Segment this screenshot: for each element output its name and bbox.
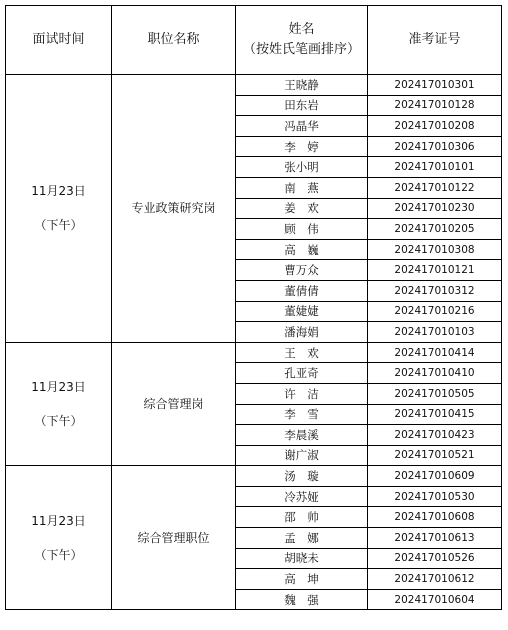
candidate-name: 汤 璇 xyxy=(236,466,368,487)
candidate-name: 高 坤 xyxy=(236,569,368,590)
candidate-name: 顾 伟 xyxy=(236,219,368,240)
candidate-name: 姜 欢 xyxy=(236,198,368,219)
candidate-name: 冯晶华 xyxy=(236,116,368,137)
interview-date: 11月23日 xyxy=(31,513,86,528)
interview-time-cell xyxy=(6,466,112,610)
interview-date: 11月23日 xyxy=(31,184,86,199)
candidate-name: 潘海娟 xyxy=(236,322,368,343)
candidate-name: 高 巍 xyxy=(236,239,368,260)
candidate-name: 魏 强 xyxy=(236,589,368,610)
header-exam-id: 准考证号 xyxy=(368,6,502,75)
exam-id: 202417010312 xyxy=(368,280,502,301)
header-name-title: 姓名 xyxy=(288,22,315,37)
exam-id: 202417010613 xyxy=(368,528,502,549)
exam-id: 202417010306 xyxy=(368,136,502,157)
candidate-name: 胡晓未 xyxy=(236,548,368,569)
exam-id: 202417010205 xyxy=(368,219,502,240)
candidate-name: 李晨溪 xyxy=(236,425,368,446)
header-candidate-name xyxy=(236,6,368,75)
exam-id: 202417010101 xyxy=(368,157,502,178)
position-name-cell: 综合管理岗 xyxy=(112,342,236,466)
interview-schedule-table xyxy=(5,5,502,610)
exam-id: 202417010216 xyxy=(368,301,502,322)
interview-period: （下午） xyxy=(34,414,83,428)
exam-id: 202417010530 xyxy=(368,486,502,507)
candidate-name: 王晓静 xyxy=(236,75,368,96)
exam-id: 202417010608 xyxy=(368,507,502,528)
header-position-name: 职位名称 xyxy=(112,6,236,75)
exam-id: 202417010423 xyxy=(368,425,502,446)
candidate-name: 孟 娜 xyxy=(236,528,368,549)
candidate-name: 谢广淑 xyxy=(236,445,368,466)
exam-id: 202417010526 xyxy=(368,548,502,569)
exam-id: 202417010505 xyxy=(368,383,502,404)
interview-date: 11月23日 xyxy=(31,380,86,394)
exam-id: 202417010612 xyxy=(368,569,502,590)
table-row xyxy=(6,342,502,363)
interview-period: （下午） xyxy=(34,547,83,562)
table-row xyxy=(6,75,502,96)
exam-id: 202417010121 xyxy=(368,260,502,281)
candidate-name: 许 洁 xyxy=(236,383,368,404)
header-interview-time: 面试时间 xyxy=(6,6,112,75)
candidate-name: 董婕婕 xyxy=(236,301,368,322)
exam-id: 202417010410 xyxy=(368,363,502,384)
candidate-name: 李 婷 xyxy=(236,136,368,157)
exam-id: 202417010103 xyxy=(368,322,502,343)
exam-id: 202417010122 xyxy=(368,177,502,198)
interview-period: （下午） xyxy=(34,218,83,233)
exam-id: 202417010128 xyxy=(368,95,502,116)
exam-id: 202417010415 xyxy=(368,404,502,425)
exam-id: 202417010414 xyxy=(368,342,502,363)
exam-id: 202417010604 xyxy=(368,589,502,610)
interview-time-cell xyxy=(6,342,112,466)
interview-time-cell xyxy=(6,75,112,343)
table-row xyxy=(6,466,502,487)
exam-id: 202417010308 xyxy=(368,239,502,260)
exam-id: 202417010609 xyxy=(368,466,502,487)
candidate-name: 邵 帅 xyxy=(236,507,368,528)
exam-id: 202417010208 xyxy=(368,116,502,137)
exam-id: 202417010230 xyxy=(368,198,502,219)
candidate-name: 董倩倩 xyxy=(236,280,368,301)
candidate-name: 南 燕 xyxy=(236,177,368,198)
candidate-name: 曹万众 xyxy=(236,260,368,281)
candidate-name: 田东岩 xyxy=(236,95,368,116)
candidate-name: 李 雪 xyxy=(236,404,368,425)
exam-id: 202417010521 xyxy=(368,445,502,466)
schedule-body xyxy=(6,75,502,610)
candidate-name: 孔亚奇 xyxy=(236,363,368,384)
header-row xyxy=(6,6,502,75)
candidate-name: 张小明 xyxy=(236,157,368,178)
candidate-name: 冷苏娅 xyxy=(236,486,368,507)
exam-id: 202417010301 xyxy=(368,75,502,96)
candidate-name: 王 欢 xyxy=(236,342,368,363)
header-name-sort-note: （按姓氏笔画排序） xyxy=(242,42,360,57)
position-name-cell: 专业政策研究岗 xyxy=(112,75,236,343)
position-name-cell: 综合管理职位 xyxy=(112,466,236,610)
